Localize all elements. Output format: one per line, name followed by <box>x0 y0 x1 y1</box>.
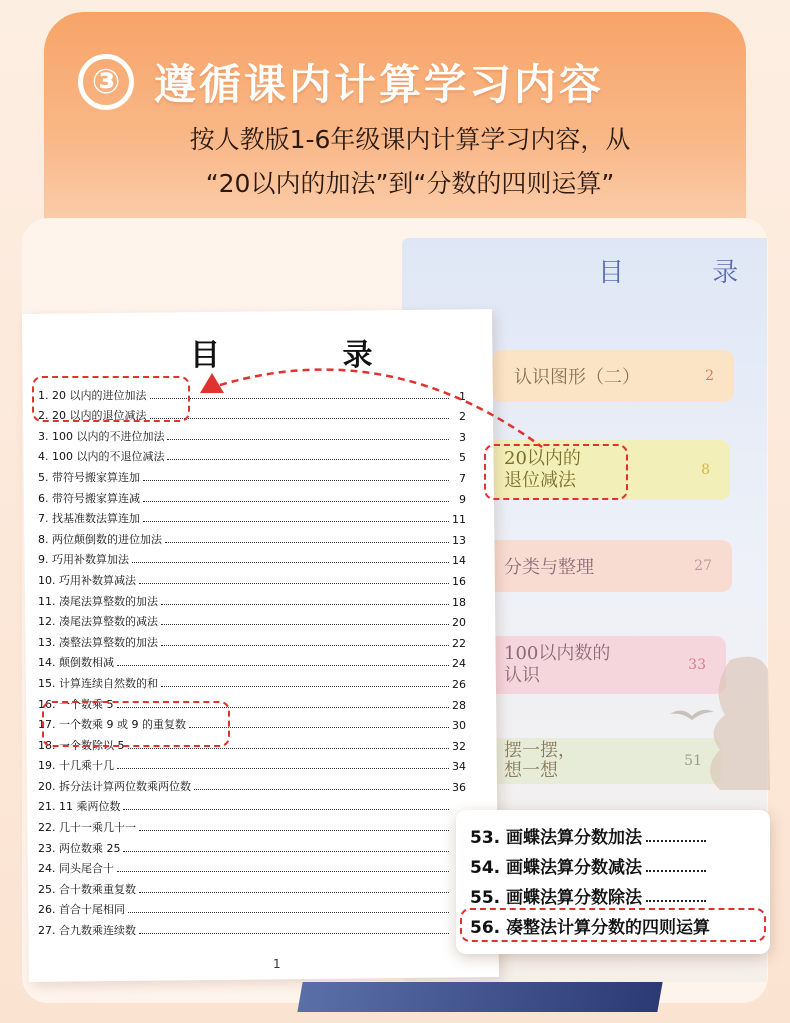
toc-item-page: 20 <box>452 616 466 630</box>
book-cover-edge <box>297 982 662 1012</box>
chapter-label: 认识图形（二） <box>514 367 640 388</box>
toc-item <box>38 835 466 856</box>
toc-item-label: 11. 凑尾法算整数的加法 <box>38 594 158 608</box>
toc-leader-dots <box>161 686 449 687</box>
toc-item-page: 26 <box>452 677 466 691</box>
chapter-label-line: 想一想 <box>504 760 558 781</box>
toc-leader-dots <box>139 892 449 893</box>
toc-item <box>38 485 466 506</box>
zoom-toc-item-label: 53. 画蝶法算分数加法 <box>470 828 643 848</box>
toc-leader-dots <box>128 748 450 749</box>
toc-leader-dots <box>646 840 706 842</box>
chapter-label-line: 认识 <box>504 665 540 686</box>
toc-item-page: 9 <box>459 492 466 506</box>
toc-item <box>38 897 466 918</box>
toc-item-page: 14 <box>452 554 466 568</box>
toc-item <box>38 917 466 938</box>
toc-list <box>38 382 466 938</box>
toc-item-label: 23. 两位数乘 25 <box>38 841 121 855</box>
toc-item-label: 12. 凑尾法算整数的减法 <box>38 615 158 629</box>
chapter-label <box>504 643 610 687</box>
chapter-card <box>482 540 732 592</box>
toc-leader-dots <box>161 624 449 625</box>
toc-item-label: 15. 计算连续自然数的和 <box>38 676 158 690</box>
toc-item-label: 25. 合十数乘重复数 <box>38 882 136 896</box>
toc-leader-dots <box>117 768 449 769</box>
toc-item-page: 1 <box>459 389 466 403</box>
chapter-page: 8 <box>701 462 710 478</box>
zoom-toc-item-label: 54. 画蝶法算分数减法 <box>470 858 643 878</box>
toc-item-page: 24 <box>452 657 466 671</box>
highlight-box <box>42 701 230 747</box>
chapter-label-line: 摆一摆， <box>504 740 576 761</box>
zoom-toc-item <box>470 848 710 878</box>
toc-item-page: 2 <box>459 410 466 424</box>
toc-item-label: 10. 巧用补数算减法 <box>38 573 136 587</box>
toc-item <box>38 547 466 568</box>
chapter-label: 分类与整理 <box>504 557 594 578</box>
toc-item-label: 4. 100 以内的不退位减法 <box>38 450 165 464</box>
toc-leader-dots <box>128 912 449 913</box>
toc-item <box>38 670 466 691</box>
toc-leader-dots <box>123 851 449 852</box>
toc-item <box>38 753 466 774</box>
page-number: 1 <box>273 957 281 971</box>
arrow-icon <box>190 355 560 455</box>
toc-item-label: 7. 找基准数法算连加 <box>38 512 140 526</box>
toc-item-label: 9. 巧用补数算加法 <box>38 553 129 567</box>
toc-item-page: 13 <box>452 533 466 547</box>
highlight-box <box>460 908 766 942</box>
toc-item <box>38 506 466 527</box>
chapter-card <box>482 636 726 694</box>
toc-item-label: 16. 一个数乘 5 <box>38 697 114 711</box>
cloud-decoration-icon <box>700 650 770 790</box>
header-title-row <box>78 42 604 122</box>
toc-leader-dots <box>117 665 449 666</box>
toc-item-label: 20. 拆分法计算两位数乘两位数 <box>38 779 191 793</box>
subtitle <box>120 118 700 206</box>
chapter-page: 51 <box>684 753 702 769</box>
chapter-label-line: 退位减法 <box>504 470 576 491</box>
toc-leader-dots <box>194 789 449 790</box>
toc-item-label: 24. 同头尾合十 <box>38 862 114 876</box>
textbook-toc-title: 目 录 <box>598 258 779 288</box>
toc-item-label: 14. 颠倒数相减 <box>38 656 114 670</box>
toc-item <box>38 856 466 877</box>
toc-item <box>38 609 466 630</box>
toc-leader-dots <box>165 542 449 543</box>
toc-item-label: 18. 一个数除以 5 <box>38 738 125 752</box>
chapter-label-line: 20以内的 <box>504 448 581 469</box>
toc-leader-dots <box>117 871 449 872</box>
toc-item-label: 27. 合九数乘连续数 <box>38 924 136 938</box>
circle-number-badge: ③ <box>78 54 134 110</box>
toc-item <box>38 526 466 547</box>
toc-item-page: 18 <box>452 595 466 609</box>
toc-item-label: 2. 20 以内的退位减法 <box>38 409 147 423</box>
toc-item-page: 3 <box>459 430 466 444</box>
toc-leader-dots <box>139 830 449 831</box>
zoom-toc-item-label: 56. 凑整法计算分数的四则运算 <box>470 918 711 938</box>
chapter-page: 2 <box>705 368 714 384</box>
chapter-label <box>504 741 576 781</box>
toc-leader-dots <box>646 900 706 902</box>
toc-item-label: 3. 100 以内的不进位加法 <box>38 429 165 443</box>
page-title: 遵循课内计算学习内容 <box>154 60 605 109</box>
toc-item-label: 22. 几十一乘几十一 <box>38 821 136 835</box>
toc-item-page: 5 <box>459 451 466 465</box>
toc-leader-dots <box>123 809 449 810</box>
toc-item <box>38 588 466 609</box>
toc-item <box>38 650 466 671</box>
toc-leader-dots <box>143 501 449 502</box>
subtitle-line-2: “20以内的加法”到“分数的四则运算” <box>205 169 615 198</box>
toc-item-page: 32 <box>452 739 466 753</box>
toc-leader-dots <box>167 459 449 460</box>
toc-item-page: 16 <box>452 574 466 588</box>
toc-item <box>38 794 466 815</box>
toc-title: 目 录 <box>190 338 429 373</box>
subtitle-line-1: 按人教版1-6年级课内计算学习内容，从 <box>189 125 631 154</box>
chapter-card <box>482 738 722 784</box>
toc-item-page: 28 <box>452 698 466 712</box>
toc-item <box>38 567 466 588</box>
toc-item-page: 22 <box>452 636 466 650</box>
toc-item <box>38 814 466 835</box>
toc-item-page: 30 <box>452 719 466 733</box>
toc-item-label: 5. 带符号搬家算连加 <box>38 470 140 484</box>
chapter-page: 33 <box>688 657 706 673</box>
toc-item-page: 11 <box>452 513 466 527</box>
toc-item-label: 8. 两位颠倒数的进位加法 <box>38 532 162 546</box>
chapter-page: 27 <box>694 558 712 574</box>
highlight-box <box>32 376 190 422</box>
toc-item <box>38 773 466 794</box>
toc-item-label: 6. 带符号搬家算连减 <box>38 491 140 505</box>
toc-item-label: 19. 十几乘十几 <box>38 759 114 773</box>
toc-item-label: 21. 11 乘两位数 <box>38 800 121 814</box>
toc-leader-dots <box>139 583 449 584</box>
toc-item-page: 34 <box>452 760 466 774</box>
toc-item-label: 17. 一个数乘 9 或 9 的重复数 <box>38 718 186 732</box>
toc-item-label: 13. 凑整法算整数的加法 <box>38 635 158 649</box>
zoom-toc-item <box>470 818 710 848</box>
toc-item <box>38 464 466 485</box>
toc-leader-dots <box>646 870 706 872</box>
toc-leader-dots <box>143 521 449 522</box>
toc-leader-dots <box>161 645 449 646</box>
zoom-toc-item <box>470 878 710 908</box>
toc-item-label: 26. 首合十尾相同 <box>38 903 125 917</box>
toc-item <box>38 876 466 897</box>
toc-leader-dots <box>143 480 449 481</box>
chapter-label-line: 100以内数的 <box>504 643 611 664</box>
toc-item-page: 7 <box>459 471 466 485</box>
toc-item-label: 1. 20 以内的进位加法 <box>38 388 147 402</box>
toc-item <box>38 629 466 650</box>
toc-leader-dots <box>132 562 449 563</box>
toc-item-page: 36 <box>452 780 466 794</box>
toc-leader-dots <box>139 933 449 934</box>
toc-leader-dots <box>161 604 449 605</box>
zoom-toc-item-label: 55. 画蝶法算分数除法 <box>470 888 643 908</box>
